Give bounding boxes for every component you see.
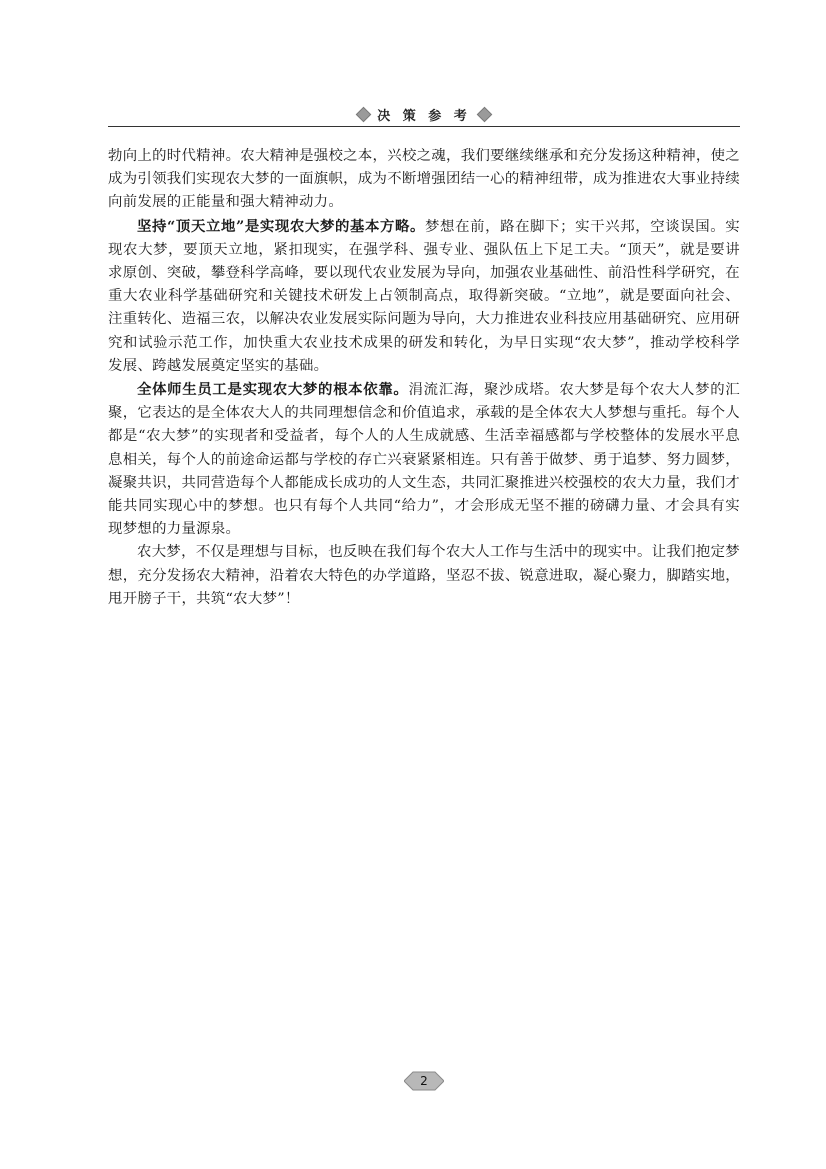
paragraph-text: 涓流汇海，聚沙成塔。农大梦是每个农大人梦的汇聚，它表达的是全体农大人的共同理想信念和价值追求，承载的是全体农大人梦想与重托。每个人都是“农大梦”的实现者和受益者，每个人的人生成就感、生活幸福感都与学校整体的发展水平息息相关，每个人的前途命运都与学校的存亡兴衰紧紧相连。只有善于做梦、勇于追梦、努力圆梦，凝聚共识，共同营造每个人都能成长成功的人文生态，共同汇聚推进兴校强校的农大力量，我们才能共同实现心中的梦想。也只有每个人共同“给力”，才会形成无坚不摧的磅礴力量、才会具有实现梦想的力量源泉。 [108,382,740,538]
page-number: 2 [420,1074,428,1088]
paragraph-text: 勃向上的时代精神。农大精神是强校之本，兴校之魂，我们要继续继承和充分发扬这种精神，使之成为引领我们实现农大梦的一面旗帜，成为不断增强团结一心的精神纽带，成为推进农大事业持续向前发展的正能量和强大精神动力。 [108,148,740,211]
paragraph-lead: 全体师生员工是实现农大梦的根本依靠。 [137,381,409,399]
page-number-badge [404,1071,444,1091]
paragraph-lead: 坚持“顶天立地”是实现农大梦的基本方略。 [137,217,426,235]
paragraph-text: 农大梦，不仅是理想与目标，也反映在我们每个农大人工作与生活中的现实中。让我们抱定梦想，充分发扬农大精神，沿着农大特色的办学道路，坚忍不拔、锐意进取，凝心聚力，脚踏实地，甩开膀子干，共筑“农大梦”！ [108,544,740,607]
paragraph-text: 梦想在前，路在脚下；实干兴邦，空谈误国。实现农大梦，要顶天立地，紧扣现实，在强学科、强专业、强队伍上下足工夫。“顶天”，就是要讲求原创、突破，攀登科学高峰，要以现代农业发展为导向，加强农业基础性、前沿性科学研究，在重大农业科学基础研究和关键技术研发上占领制高点，取得新突破。“立地”，就是要面向社会、注重转化、造福三农，以解决农业发展实际问题为导向，大力推进农业科技应用基础研究、应用研究和试验示范工作，加快重大农业技术成果的研发和转化，为早日实现“农大梦”，推动学校科学发展、跨越发展奠定坚实的基础。 [108,218,740,374]
paragraph-4 [108,541,740,611]
article-body [108,145,740,611]
diamond-icon [356,106,372,122]
header-title: 决 策 参 考 [377,108,471,124]
paragraph-3 [108,378,740,541]
header-rule [108,126,740,127]
page-header [108,102,740,126]
paragraph-1 [108,145,740,215]
diamond-icon [477,106,493,122]
paragraph-2 [108,215,740,378]
